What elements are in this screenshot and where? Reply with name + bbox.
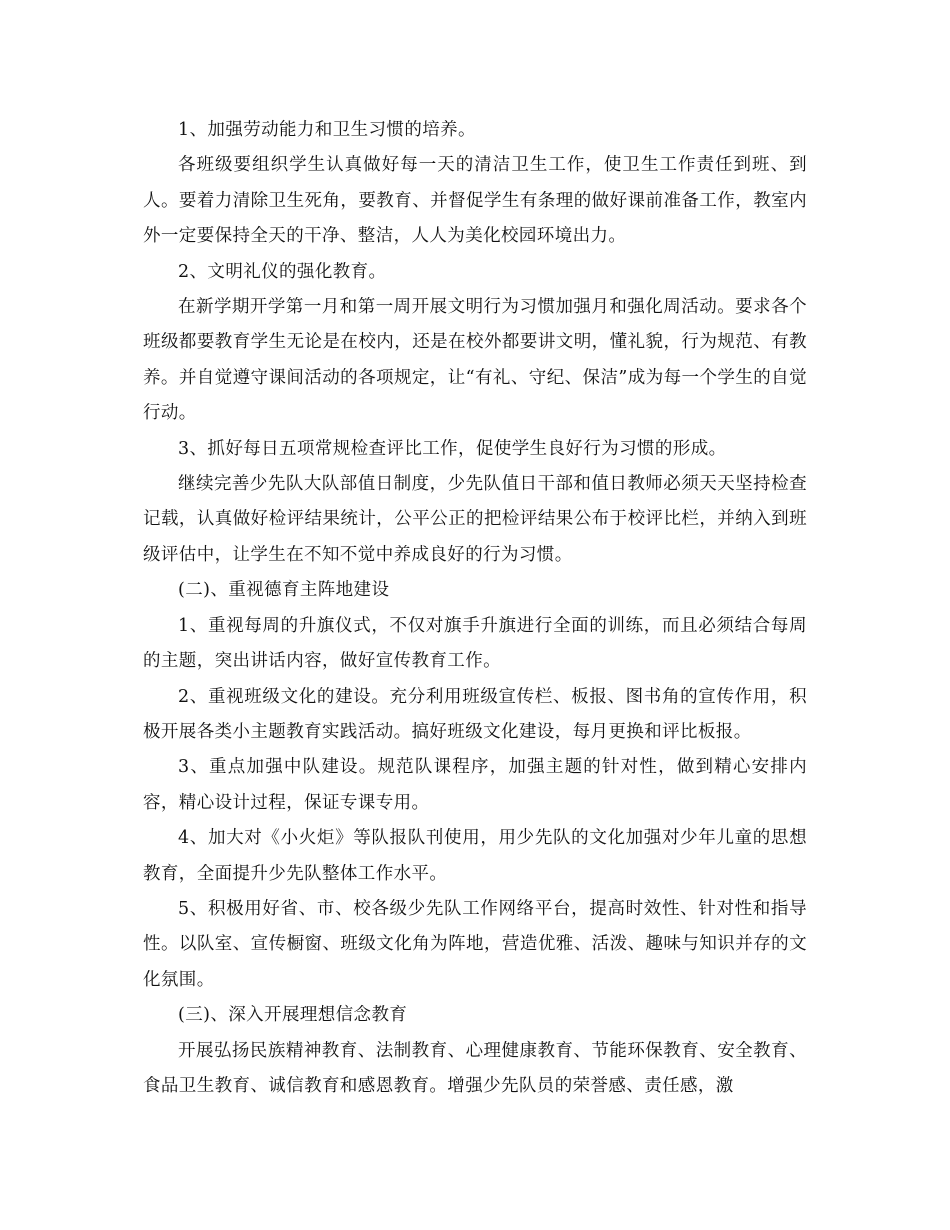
paragraph-squad-building: 3、重点加强中队建设。规范队课程序，加强主题的针对性，做到精心安排内容，精心设计过程，保证专课专用。 <box>143 757 807 813</box>
paragraph-network-platform: 5、积极用好省、市、校各级少先队工作网络平台，提高时效性、针对性和指导性。以队室、宣传橱窗、班级文化角为阵地，营造优雅、活泼、趣味与知识并存的文化氛围。 <box>143 898 807 990</box>
section-heading-two: (二)、重视德育主阵地建设 <box>178 580 390 601</box>
paragraph-item-1-heading: 1、加强劳动能力和卫生习惯的培养。 <box>178 120 476 140</box>
section-heading-three: (三)、深入开展理想信念教育 <box>178 1005 408 1026</box>
paragraph-flag-ceremony: 1、重视每周的升旗仪式，不仅对旗手升旗进行全面的训练，而且必须结合每周的主题，突出讲话内容，做好宣传教育工作。 <box>143 615 807 672</box>
paragraph-etiquette-month: 在新学期开学第一月和第一周开展文明行为习惯加强月和强化周活动。要求各个班级都要教育学生无论是在校内，还是在校外都要讲文明，懂礼貌，行为规范、有教养。并自觉遵守课间活动的各项规定，让“有礼、守纪、保洁”成为每一个学生的自觉行动。 <box>143 297 807 424</box>
paragraph-item-2-heading: 2、文明礼仪的强化教育。 <box>178 261 387 282</box>
paragraph-class-culture: 2、重视班级文化的建设。充分利用班级宣传栏、板报、图书角的宣传作用，积极开展各类小主题教育实践活动。搞好班级文化建设，每月更换和评比板报。 <box>143 686 807 742</box>
paragraph-cleaning-duty: 各班级要组织学生认真做好每一天的清洁卫生工作，使卫生工作责任到班、到人。要着力清除卫生死角，要教育、并督促学生有条理的做好课前准备工作，教室内外一定要保持全天的干净、整洁，人人为美化校园环境出力。 <box>143 155 807 247</box>
paragraph-item-3-heading: 3、抓好每日五项常规检查评比工作，促使学生良好行为习惯的形成。 <box>178 438 727 459</box>
document-body <box>143 113 807 1104</box>
paragraph-ideals-education: 开展弘扬民族精神教育、法制教育、心理健康教育、节能环保教育、安全教育、食品卫生教育、诚信教育和感恩教育。增强少先队员的荣誉感、责任感，激 <box>143 1040 807 1096</box>
paragraph-publications: 4、加大对《小火炬》等队报队刊使用，用少先队的文化加强对少年儿童的思想教育，全面提升少先队整体工作水平。 <box>143 828 807 884</box>
paragraph-duty-system: 继续完善少先队大队部值日制度，少先队值日干部和值日教师必须天天坚持检查记载，认真做好检评结果统计，公平公正的把检评结果公布于校评比栏，并纳入到班级评估中，让学生在不知不觉中养成良好的行为习惯。 <box>143 474 807 565</box>
